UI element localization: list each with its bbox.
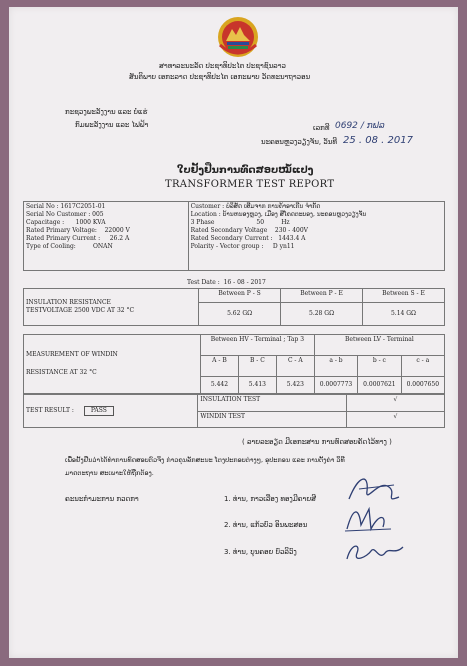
header-line-1: ສາທາລະນະລັດ ປະຊາທິປະໄຕ ປະຊາຊົນລາວ	[159, 62, 286, 70]
val-b-c: 5.413	[238, 377, 276, 394]
certification-text-1: ເພື່ອຢັ້ງຢືນວ່າໄດ້ທຳການທົດສອບຕົວຈິງ ກ່າວຄຸນລັກສະນະ ໂຕງປະກອບຕ່າງໆ, ອຸປະກອນ ແລະ ການຕັ້ງຄ່າ ວິທີ	[65, 456, 345, 464]
rated-primary-current: Rated Primary Current : 26.2 A	[26, 235, 130, 242]
rated-primary-voltage: Rated Primary Voltage: 22000 V	[26, 227, 130, 234]
committee-member-3: 3. ທ່ານ, ບຸນຄອຍ ບົວລິວົງ	[224, 548, 297, 556]
reference-number: 0692 / ກຟລ	[335, 121, 385, 131]
value-p-e: 5.28 GΩ	[281, 303, 363, 326]
document-page	[9, 7, 458, 658]
insulation-label-cell: INSULATION RESISTANCE TESTVOLTAGE 2500 VDC AT 32 °C	[24, 289, 199, 326]
committee-member-2: 2. ທ່ານ, ແກ້ວບົວ ອິນພະສອນ	[224, 521, 308, 529]
winding-label-cell: MEASUREMENT OF WINDIN RESISTANCE AT 32 °C	[24, 335, 201, 394]
signature-3-icon	[339, 535, 409, 569]
result-table	[23, 394, 445, 428]
col-a-b-lv: a - b	[314, 356, 357, 377]
val-a-b-lv: 0.0007773	[314, 377, 357, 394]
val-b-c-lv: 0.0007621	[358, 377, 401, 394]
hv-terminal-header: Between HV - Terminal ; Tap 3	[201, 335, 315, 356]
rated-secondary-current: Rated Secondary Current : 1443.4 A	[190, 235, 306, 242]
committee-member-1: 1. ທ່ານ, ກາວເລືອງ ທອງມີຄາຍສີ	[224, 495, 317, 503]
insulation-table	[23, 288, 445, 326]
serial-no: Serial No : 1617C2051-01	[26, 203, 106, 210]
spec-left-cell	[24, 202, 189, 271]
header-between-s-e: Between S - E	[363, 289, 445, 303]
reference-label: ເລກທີ	[313, 124, 330, 132]
title-english: TRANSFORMER TEST REPORT	[165, 179, 335, 190]
col-b-c-lv: b - c	[358, 356, 401, 377]
test-date: Test Date : 16 - 08 - 2017	[187, 279, 266, 286]
pass-box: PASS	[84, 406, 114, 416]
ministry-line-1: ກະຊວງພະລັງງານ ແລະ ບໍ່ແຮ່	[65, 108, 148, 116]
phase-frequency: 3 Phase 50 Hz	[190, 219, 290, 226]
place-date-label: ນະຄອນຫຼວງວຽງຈັນ, ວັນທີ	[261, 138, 337, 146]
insulation-test-check: √	[346, 395, 444, 412]
val-c-a: 5.423	[276, 377, 314, 394]
serial-no-customer: Serial No Customer : 005	[26, 211, 104, 218]
spec-table	[23, 201, 445, 271]
header-line-2: ສັນຕິພາບ ເອກະລາດ ປະຊາທິປະໄຕ ເອກະພາບ ວັດທະນາຖາວອນ	[129, 73, 311, 81]
committee-label: ຄະນະກຳມະການ ກວດກາ	[65, 495, 139, 503]
title-lao: ໃບຢັ້ງຢືນການທົດສອບໝໍ້ແປງ	[177, 165, 314, 176]
winding-test-label: WINDIN TEST	[198, 411, 346, 428]
col-c-a: C - A	[276, 356, 314, 377]
issue-date: 25 . 08 . 2017	[343, 135, 413, 146]
winding-table	[23, 334, 445, 394]
value-p-s: 5.62 GΩ	[199, 303, 281, 326]
capacitage: Capacitage : 1000 KVA	[26, 219, 106, 226]
result-label-cell: TEST RESULT : PASS	[24, 395, 198, 428]
value-s-e: 5.14 GΩ	[363, 303, 445, 326]
insulation-test-label: INSULATION TEST	[198, 395, 346, 412]
ministry-line-2: ກົມພະລັງງານ ແລະ ໄຟຟ້າ	[75, 121, 149, 129]
type-of-cooling: Type of Cooling: ONAN	[26, 243, 113, 250]
header-between-p-e: Between P - E	[281, 289, 363, 303]
lv-terminal-header: Between LV - Terminal	[314, 335, 444, 356]
signature-2-icon	[339, 501, 399, 537]
col-a-b: A - B	[201, 356, 239, 377]
location: Location : ບ້ານຫນອງຫຼວງ, ເມືອງ ສີໂຄດຕະບອງ, ນະຄອນຫຼວງວຽງຈັນ	[190, 211, 367, 218]
header-between-p-s: Between P - S	[199, 289, 281, 303]
customer: Customer : ບໍລິສັດ ເສີມຈາກ ການຄ້າອາເກີນ ຈຳກັດ	[190, 203, 321, 210]
val-a-b: 5.442	[201, 377, 239, 394]
col-c-a-lv: c - a	[401, 356, 444, 377]
col-b-c: B - C	[238, 356, 276, 377]
national-emblem-icon	[216, 15, 260, 59]
rated-secondary-voltage: Rated Secondary Voltage 230 - 400V	[190, 227, 309, 234]
winding-test-check: √	[346, 411, 444, 428]
polarity: Polarity - Vector group : D yn11	[190, 243, 295, 250]
val-c-a-lv: 0.0007650	[401, 377, 444, 394]
certification-text-2: ມາດຕະຖານ ສະເພາະໃຫ້ຖືກຕ້ອງ.	[65, 469, 154, 477]
spec-right-cell	[188, 202, 444, 271]
remark-note: ( ລາຍລະອຽດ ມີເອກະສານ ການທົດສອບຄັດໄວ້ທາງ )	[242, 438, 392, 446]
